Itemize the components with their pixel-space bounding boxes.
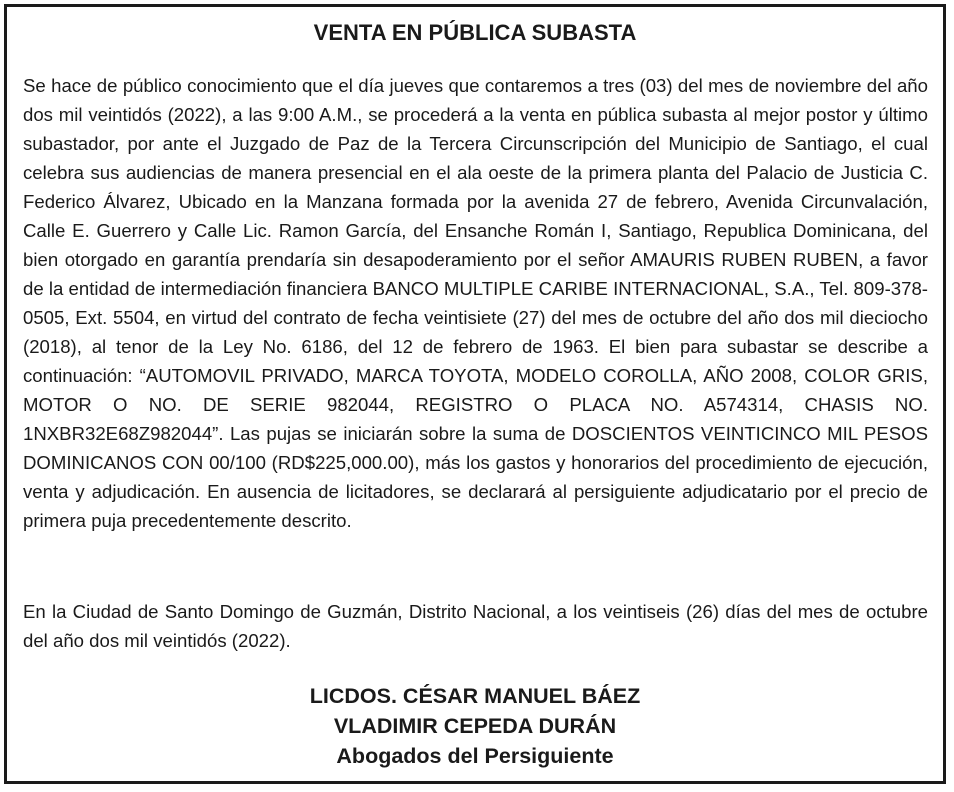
signature-role: Abogados del Persiguiente <box>336 744 614 768</box>
notice-body-paragraph: Se hace de público conocimiento que el día jueves que contaremos a tres (03) del mes de noviembre del año dos mil veintidós (2022), a las 9:00 A.M., se procederá a la venta en pública subasta al mejor postor y último subastador, por ante el Juzgado de Paz de la Tercera Circunscripción del Municipio de Santiago, el cual celebra sus audiencias de manera presencial en el ala oeste de la primera planta del Palacio de Justicia C. Federico Álvarez, Ubicado en la Manzana formada por la avenida 27 de febrero, Avenida Circunvalación, Calle E. Guerrero y Calle Lic. Ramon García, del Ensanche Román I, Santiago, Republica Dominicana, del bien otorgado en garantía prendaría sin desapoderamiento por el señor AMAURIS RUBEN RUBEN, a favor de la entidad de intermediación financiera BANCO MULTIPLE CARIBE INTERNACIONAL, S.A., Tel. 809-378-0505, Ext. 5504, en virtud del contrato de fecha veintisiete (27) del mes de octubre del año dos mil dieciocho (2018), al tenor de la Ley No. 6186, del 12 de febrero de 1963. El bien para subastar se describe a continuación: “AUTOMOVIL PRIVADO, MARCA TOYOTA, MODELO COROLLA, AÑO 2008, COLOR GRIS, MOTOR O NO. DE SERIE 982044, REGISTRO O PLACA NO. A574314, CHASIS NO. 1NXBR32E68Z982044”. Las pujas se iniciarán sobre la suma de DOSCIENTOS VEINTICINCO MIL PESOS DOMINICANOS CON 00/100 (RD$225,000.00), más los gastos y honorarios del procedimiento de ejecución, venta y adjudicación. En ausencia de licitadores, se declarará al persiguiente adjudicatario por el precio de primera puja precedentemente descrito. <box>23 75 928 531</box>
legal-notice-box <box>4 4 946 784</box>
notice-title: VENTA EN PÚBLICA SUBASTA <box>313 20 637 45</box>
signature-block <box>7 681 943 771</box>
signature-lawyer-1: LICDOS. CÉSAR MANUEL BÁEZ <box>309 684 641 708</box>
notice-date-paragraph: En la Ciudad de Santo Domingo de Guzmán, Distrito Nacional, a los veintiseis (26) días del mes de octubre del año dos mil veintidós (2022). <box>23 601 928 651</box>
signature-lawyer-2: VLADIMIR CEPEDA DURÁN <box>333 714 617 738</box>
